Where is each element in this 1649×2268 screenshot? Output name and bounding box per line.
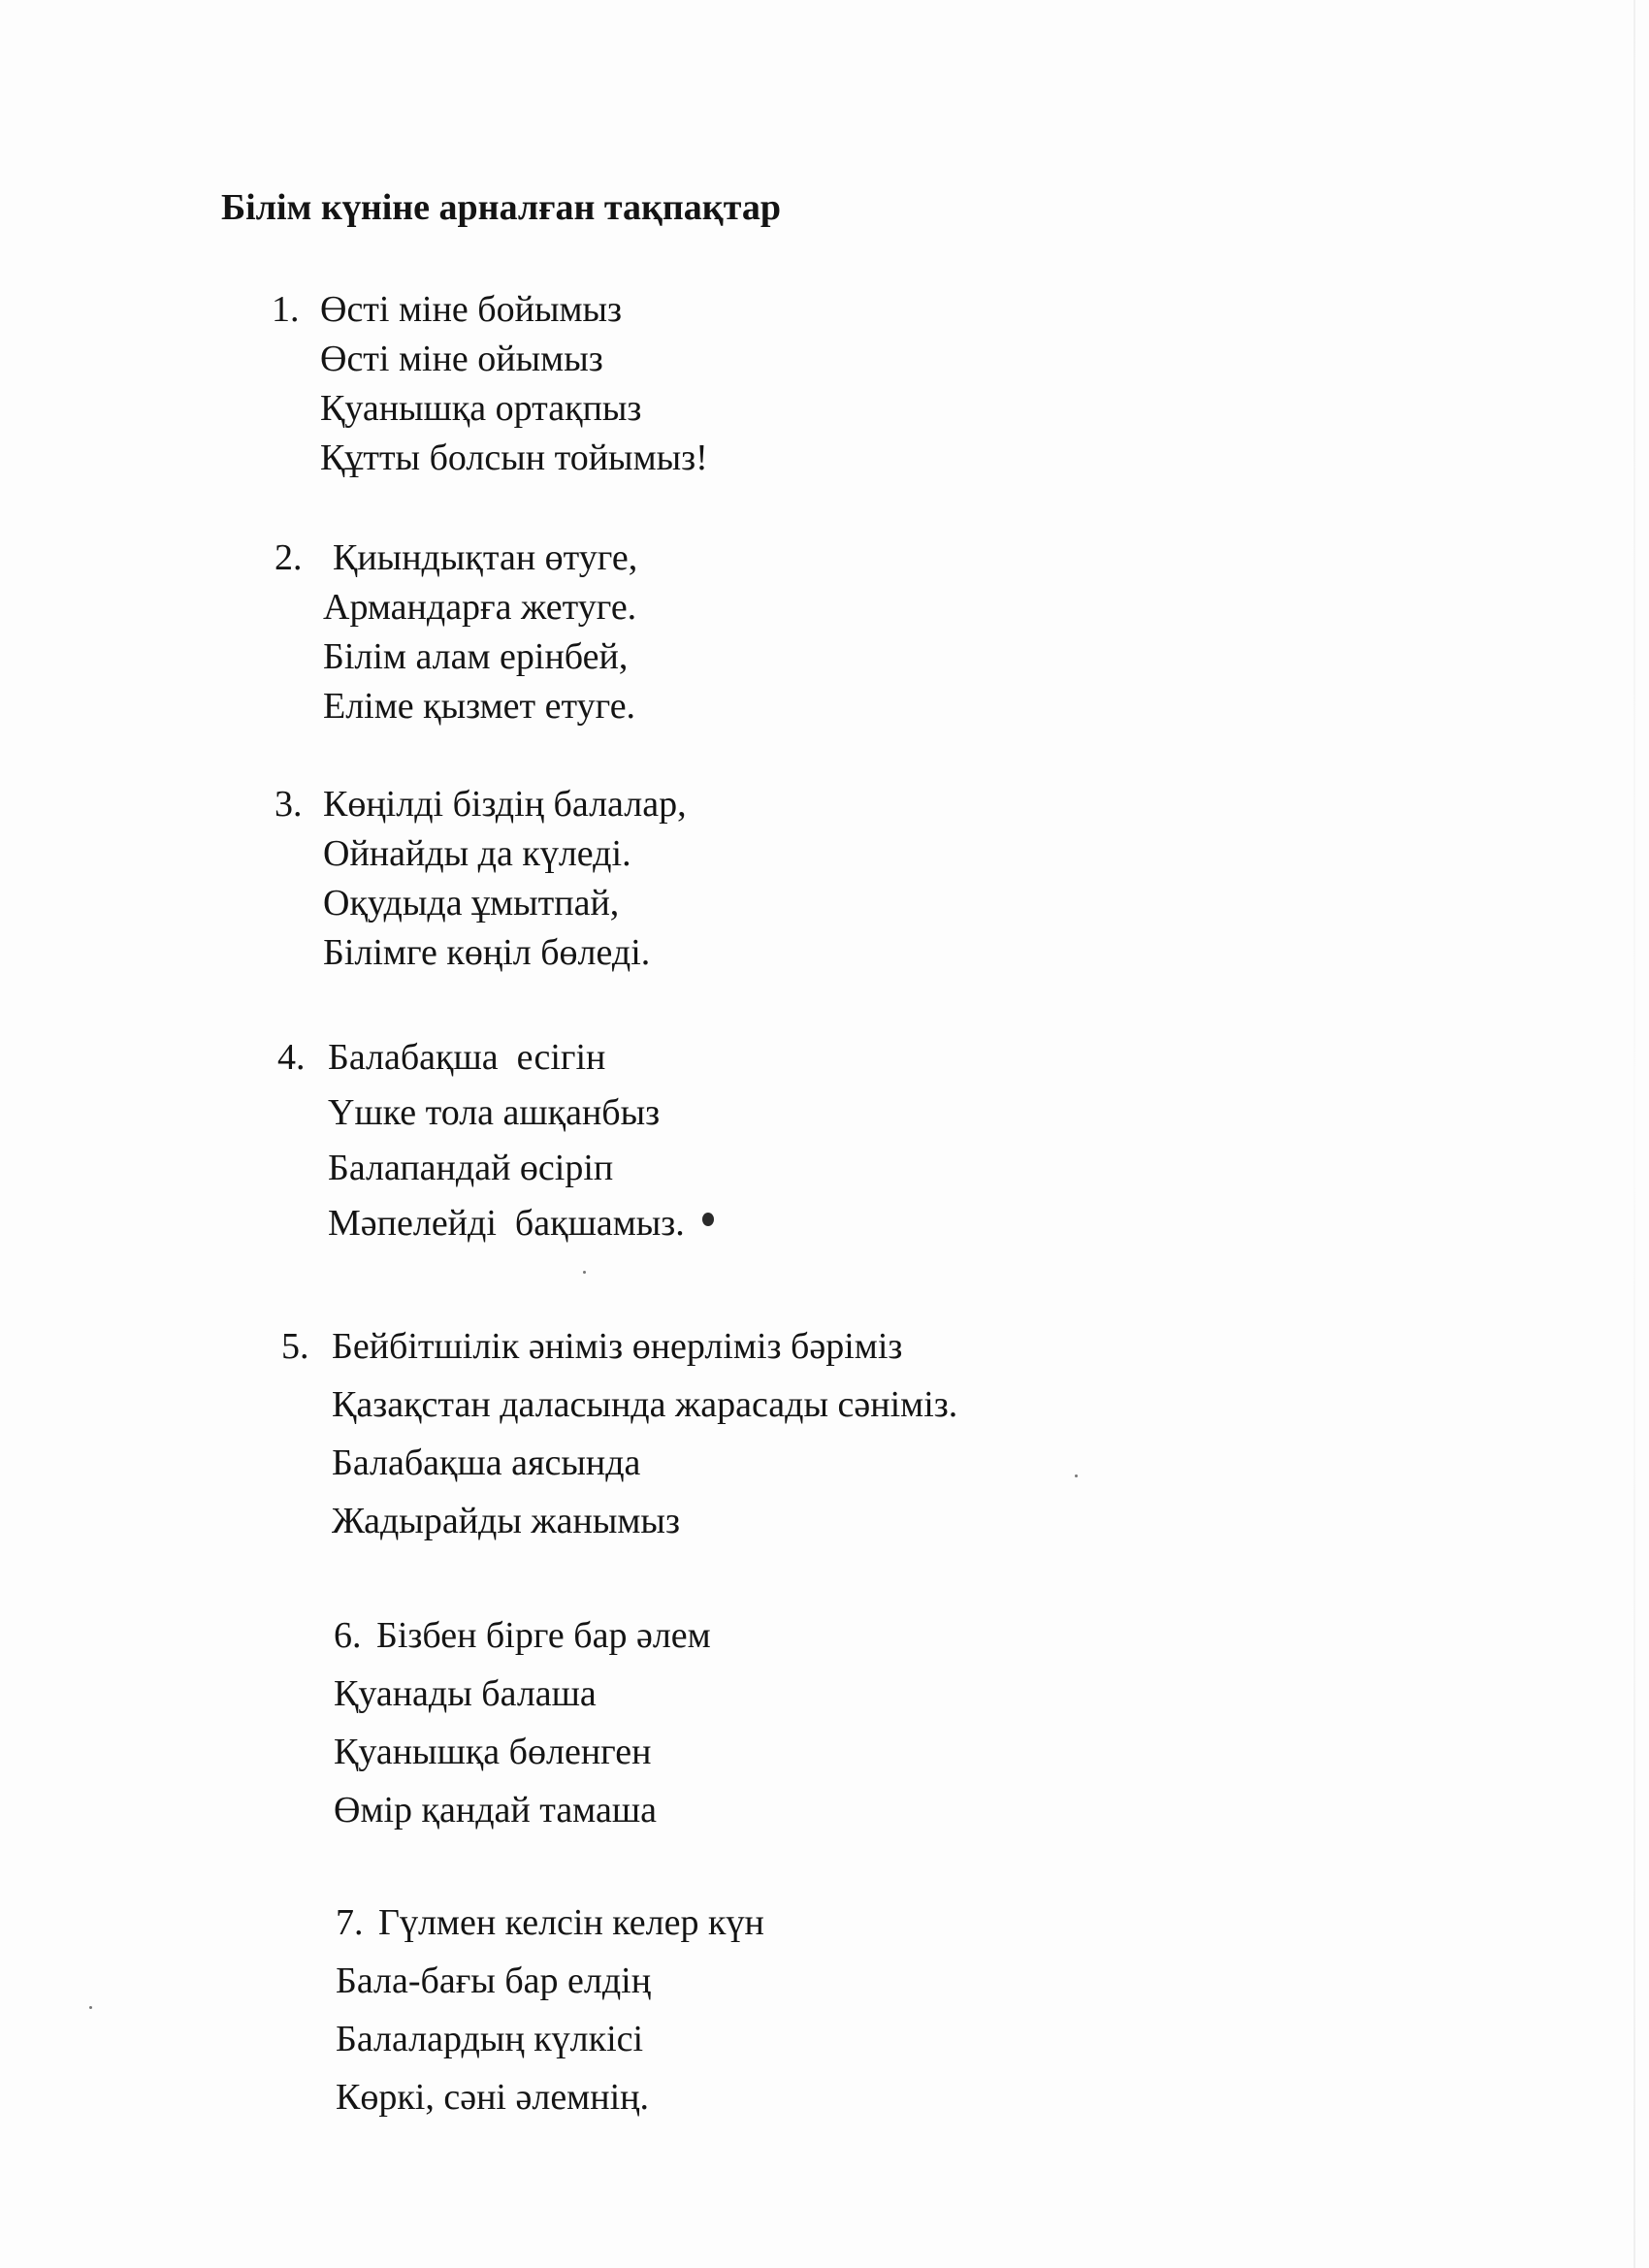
stanza-5 — [281, 1317, 957, 1550]
stanza-line: Көркі, сәні әлемнің. — [336, 2077, 649, 2118]
stanza-line: Білім алам ерінбей, — [323, 636, 629, 677]
document-title: Білім күніне арналған тақпақтар — [221, 187, 781, 228]
stanza-line: Балалардың күлкісі — [336, 2019, 644, 2059]
stanza-line: Ойнайды да күледі. — [323, 833, 631, 874]
line-text: Өсті міне бойымыз — [320, 289, 623, 330]
stanza-line: Бала-бағы бар елдің — [336, 1960, 652, 2001]
line-text: Қиындықтан өтуге, — [333, 537, 638, 578]
stanza-number: 3. — [275, 784, 303, 825]
stanza-line — [275, 780, 687, 829]
stanza-line: Білімге көңіл бөледі. — [323, 932, 651, 973]
stanza-number: 2. — [275, 537, 303, 578]
stanza-line: Армандарға жетуге. — [323, 587, 637, 628]
stanza-line: Үшке тола ашқанбыз — [328, 1092, 661, 1133]
scan-edge — [1633, 0, 1635, 2268]
stanza-line: Қуанышқа бөленген — [334, 1732, 652, 1772]
stanza-line — [334, 1606, 711, 1665]
stanza-line: Жадырайды жанымыз — [332, 1501, 680, 1541]
dust-speck — [89, 2006, 92, 2009]
line-text: Көңілді біздің балалар, — [323, 784, 687, 825]
stanza-number: 6. — [334, 1615, 362, 1656]
stanza-number: 7. — [336, 1902, 364, 1943]
stanza-line — [272, 285, 708, 335]
stanza-line: Өмір қандай тамаша — [334, 1790, 657, 1831]
stanza-line — [336, 1894, 764, 1952]
line-text: Бізбен бірге бар әлем — [376, 1615, 711, 1656]
stanza-line — [277, 1030, 685, 1085]
stanza-2 — [275, 534, 637, 731]
stanza-number: 1. — [272, 289, 300, 330]
stanza-line: Балапандай өсіріп — [328, 1148, 614, 1188]
stanza-line: Қуанышқа ортақпыз — [320, 388, 642, 429]
line-text: Бейбітшілік әніміз өнерліміз бәріміз — [332, 1326, 903, 1367]
stanza-line: Балабақша аясында — [332, 1442, 641, 1483]
stanza-number: 5. — [281, 1326, 309, 1367]
stanza-line: Еліме қызмет етуге. — [323, 686, 636, 727]
stanza-number: 4. — [277, 1037, 306, 1078]
ink-blot — [702, 1213, 714, 1226]
line-text: Гүлмен келсін келер күн — [378, 1902, 764, 1943]
stanza-line: Қазақстан даласында жарасады сәніміз. — [332, 1384, 958, 1425]
stanza-6 — [334, 1606, 711, 1839]
stanza-7 — [336, 1894, 764, 2126]
stanza-line: Құтты болсын тойымыз! — [320, 437, 708, 478]
line-text: Балабақша есігін — [328, 1037, 606, 1078]
stanza-line: Оқудыда ұмытпай, — [323, 883, 620, 923]
stanza-line: Мәпелейді бақшамыз. — [328, 1203, 685, 1244]
dust-speck — [583, 1271, 586, 1274]
dust-speck — [1075, 1474, 1078, 1477]
stanza-line — [275, 534, 637, 583]
stanza-4 — [277, 1030, 685, 1251]
stanza-line: Қуанады балаша — [334, 1673, 597, 1714]
stanza-line — [281, 1317, 957, 1376]
stanza-line: Өсті міне ойымыз — [320, 339, 603, 379]
stanza-3 — [275, 780, 687, 978]
stanza-1 — [272, 285, 708, 483]
